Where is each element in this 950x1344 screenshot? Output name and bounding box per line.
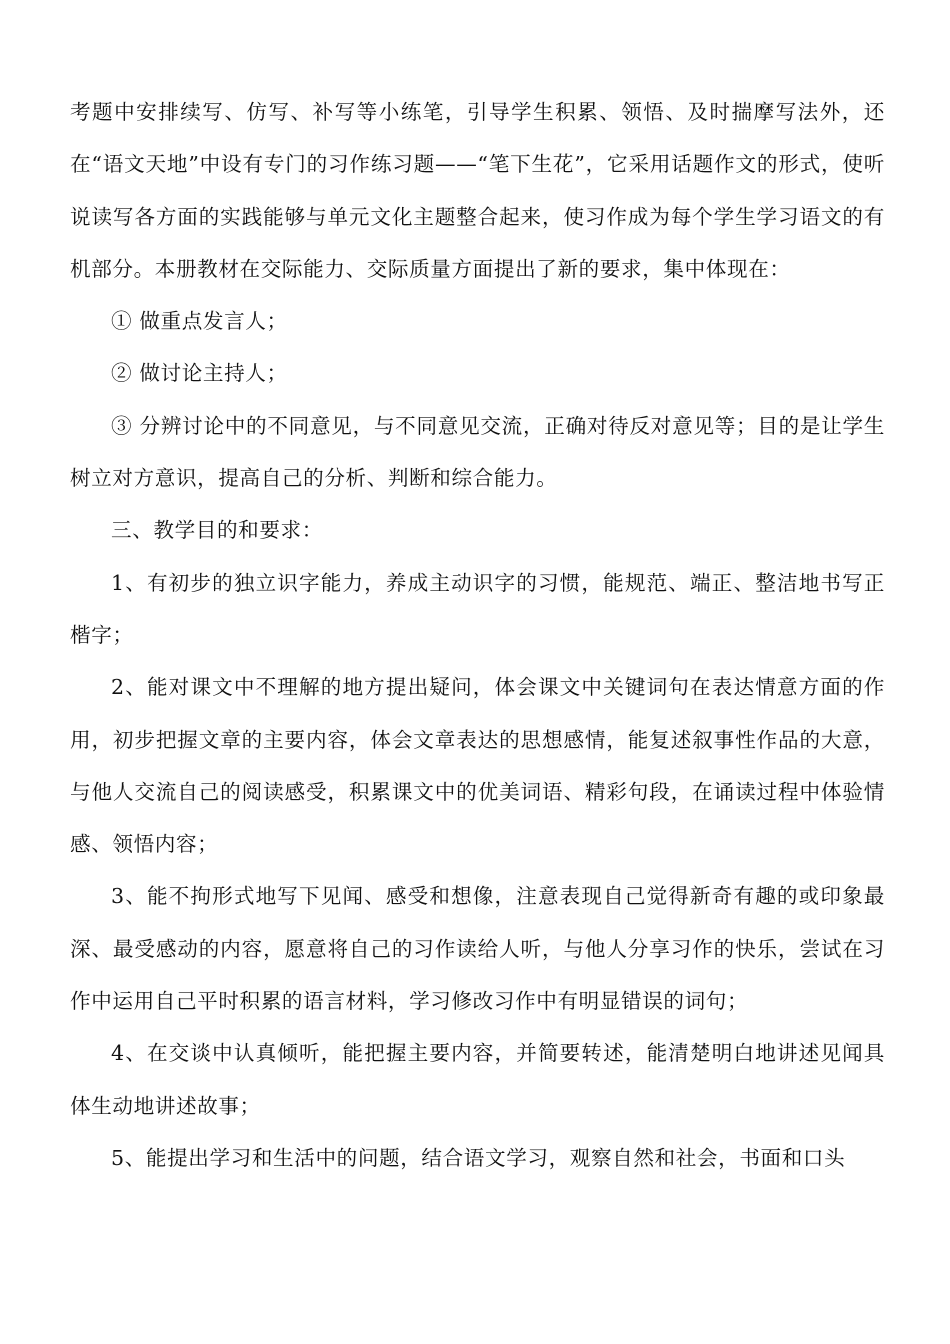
section-heading: 三、教学目的和要求： xyxy=(111,518,323,543)
list-item-1: ① 做重点发言人； xyxy=(111,309,288,334)
paragraph-continuation: 考题中安排续写、仿写、补写等小练笔，引导学生积累、领悟、及时揣摩写法外，还在“语文天地”中设有专门的习作练习题——“笔下生花”，它采用话题作文的形式，使听说读写各方面的实践能够与单元文化主题整合起来，使习作成为每个学生学习语文的有机部分。本册教材在交际能力、交际质量方面提出了新的要求，集中体现在： xyxy=(70,100,885,281)
requirement-3: 3、能不拘形式地写下见闻、感受和想像，注意表现自己觉得新奇有趣的或印象最深、最受感动的内容，愿意将自己的习作读给人听，与他人分享习作的快乐，尝试在习作中运用自己平时积累的语言材料，学习修改习作中有明显错误的词句； xyxy=(70,884,885,1014)
requirement-4: 4、在交谈中认真倾听，能把握主要内容，并简要转述，能清楚明白地讲述见闻具体生动地讲述故事； xyxy=(70,1041,885,1118)
requirement-2: 2、能对课文中不理解的地方提出疑问，体会课文中关键词句在表达情意方面的作用，初步把握文章的主要内容，体会文章表达的思想感情，能复述叙事性作品的大意，与他人交流自己的阅读感受，积累课文中的优美词语、精彩句段，在诵读过程中体验情感、领悟内容； xyxy=(70,675,885,857)
requirement-5: 5、能提出学习和生活中的问题，结合语文学习，观察自然和社会，书面和口头 xyxy=(111,1145,846,1170)
requirement-1: 1、有初步的独立识字能力，养成主动识字的习惯，能规范、端正、整洁地书写正楷字； xyxy=(70,570,885,647)
document-body xyxy=(70,86,885,1184)
list-item-2: ② 做讨论主持人； xyxy=(111,361,288,386)
list-item-3: ③ 分辨讨论中的不同意见，与不同意见交流，正确对待反对意见等；目的是让学生树立对方意识，提高自己的分析、判断和综合能力。 xyxy=(70,413,885,491)
